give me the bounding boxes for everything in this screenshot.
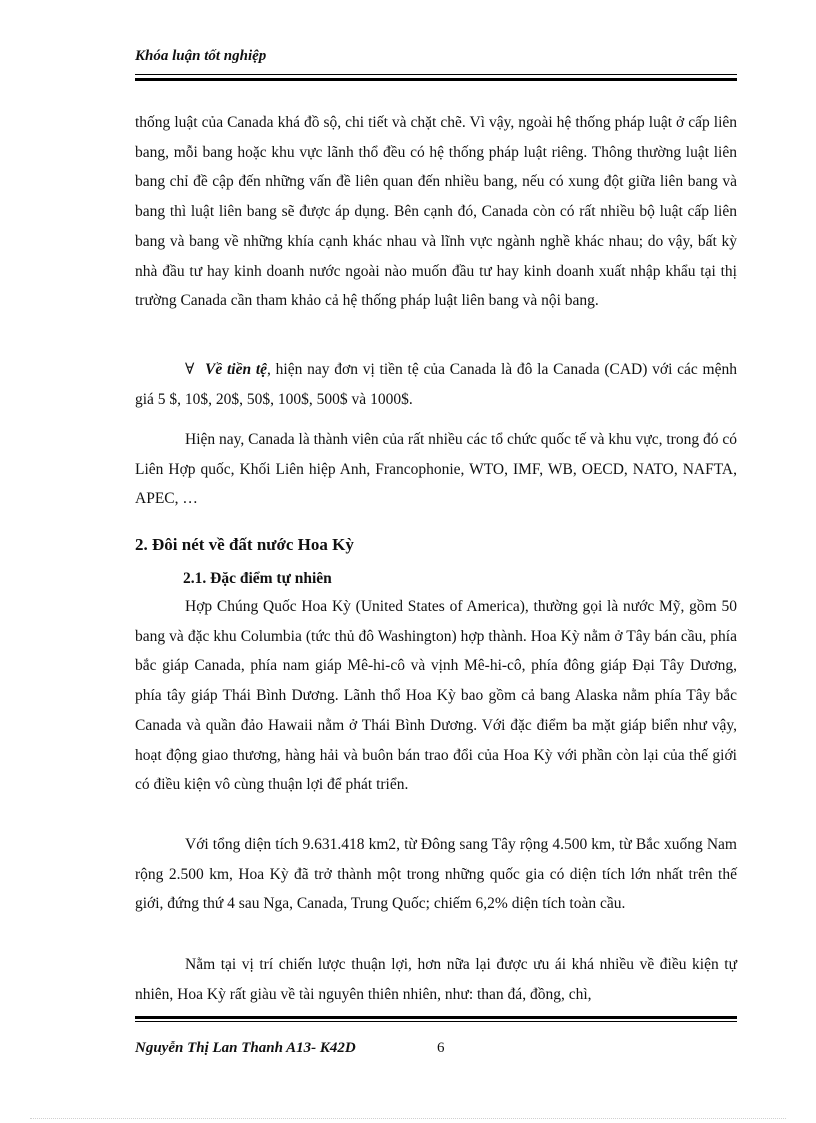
- header-rule-thick: [135, 78, 737, 81]
- running-header-title: Khóa luận tốt nghiệp: [135, 48, 267, 64]
- page-edge-divider: [30, 1118, 786, 1119]
- sub-heading: 2.1. Đặc điểm tự nhiên: [183, 570, 332, 587]
- bullet-label: Về tiền tệ: [205, 361, 268, 378]
- footer-rule-thin: [135, 1021, 737, 1022]
- footer-author: Nguyễn Thị Lan Thanh A13- K42D: [135, 1040, 356, 1056]
- bullet-text: , hiện nay đơn vị tiền tệ của Canada là đô la Canada (CAD) với các mệnh giá 5 $, 10$, 20$, 50$, 100$, 500$ và 1000$.: [135, 361, 737, 408]
- section-heading: 2. Đôi nét về đất nước Hoa Kỳ: [135, 535, 354, 554]
- page-number: 6: [437, 1040, 445, 1056]
- paragraph-organizations: Hiện nay, Canada là thành viên của rất nhiều các tổ chức quốc tế và khu vực, trong đó có Liên Hợp quốc, Khối Liên hiệp Anh, Francophonie, WTO, IMF, WB, OECD, NATO, NAFTA, APEC, …: [135, 431, 737, 508]
- paragraph-canada-law: thống luật của Canada khá đồ sộ, chi tiết và chặt chẽ. Vì vậy, ngoài hệ thống pháp luật ở cấp liên bang, mỗi bang hoặc khu vực lãnh thổ đều có hệ thống pháp luật riêng. Thông thường luật liên bang chỉ đề cập đến những vấn đề liên quan đến nhiều bang, nếu có xung đột giữa liên bang và bang thì luật liên bang sẽ được áp dụng. Bên cạnh đó, Canada còn có rất nhiều bộ luật cấp liên bang và bang về những khía cạnh khác nhau và lĩnh vực ngành nghề khác nhau; do vậy, bất kỳ nhà đầu tư hay kinh doanh nước ngoài nào muốn đầu tư hay kinh doanh xuất nhập khẩu tại thị trường Canada cần tham khảo cả hệ thống pháp luật liên bang và nội bang.: [135, 114, 737, 310]
- paragraph-usa-geography: Hợp Chúng Quốc Hoa Kỳ (United States of America), thường gọi là nước Mỹ, gồm 50 bang và đặc khu Columbia (tức thủ đô Washington) hợp thành. Hoa Kỳ nằm ở Tây bán cầu, phía bắc giáp Canada, phía nam giáp Mê-hi-cô và vịnh Mê-hi-cô, phía đông giáp Đại Tây Dương, phía tây giáp Thái Bình Dương. Lãnh thổ Hoa Kỳ bao gồm cả bang Alaska nằm phía Tây bắc Canada và quần đảo Hawaii nằm ở Thái Bình Dương. Với đặc điểm ba mặt giáp biển như vậy, hoạt động giao thương, hàng hải và buôn bán trao đổi của Hoa Kỳ với phần còn lại của thế giới có điều kiện vô cùng thuận lợi để phát triển.: [135, 598, 737, 794]
- paragraph-usa-area: Với tổng diện tích 9.631.418 km2, từ Đông sang Tây rộng 4.500 km, từ Bắc xuống Nam rộng 2.500 km, Hoa Kỳ đã trở thành một trong những quốc gia có diện tích lớn nhất trên thế giới, đứng thứ 4 sau Nga, Canada, Trung Quốc; chiếm 6,2% diện tích toàn cầu.: [135, 836, 737, 913]
- footer-rule-thick: [135, 1016, 737, 1019]
- bullet-icon: ∀: [185, 361, 195, 378]
- header-rule-thin: [135, 74, 737, 75]
- paragraph-currency: [135, 355, 737, 414]
- paragraph-usa-resources: Nằm tại vị trí chiến lược thuận lợi, hơn nữa lại được ưu ái khá nhiều về điều kiện tự nhiên, Hoa Kỳ rất giàu về tài nguyên thiên nhiên, như: than đá, đồng, chì,: [135, 956, 737, 1003]
